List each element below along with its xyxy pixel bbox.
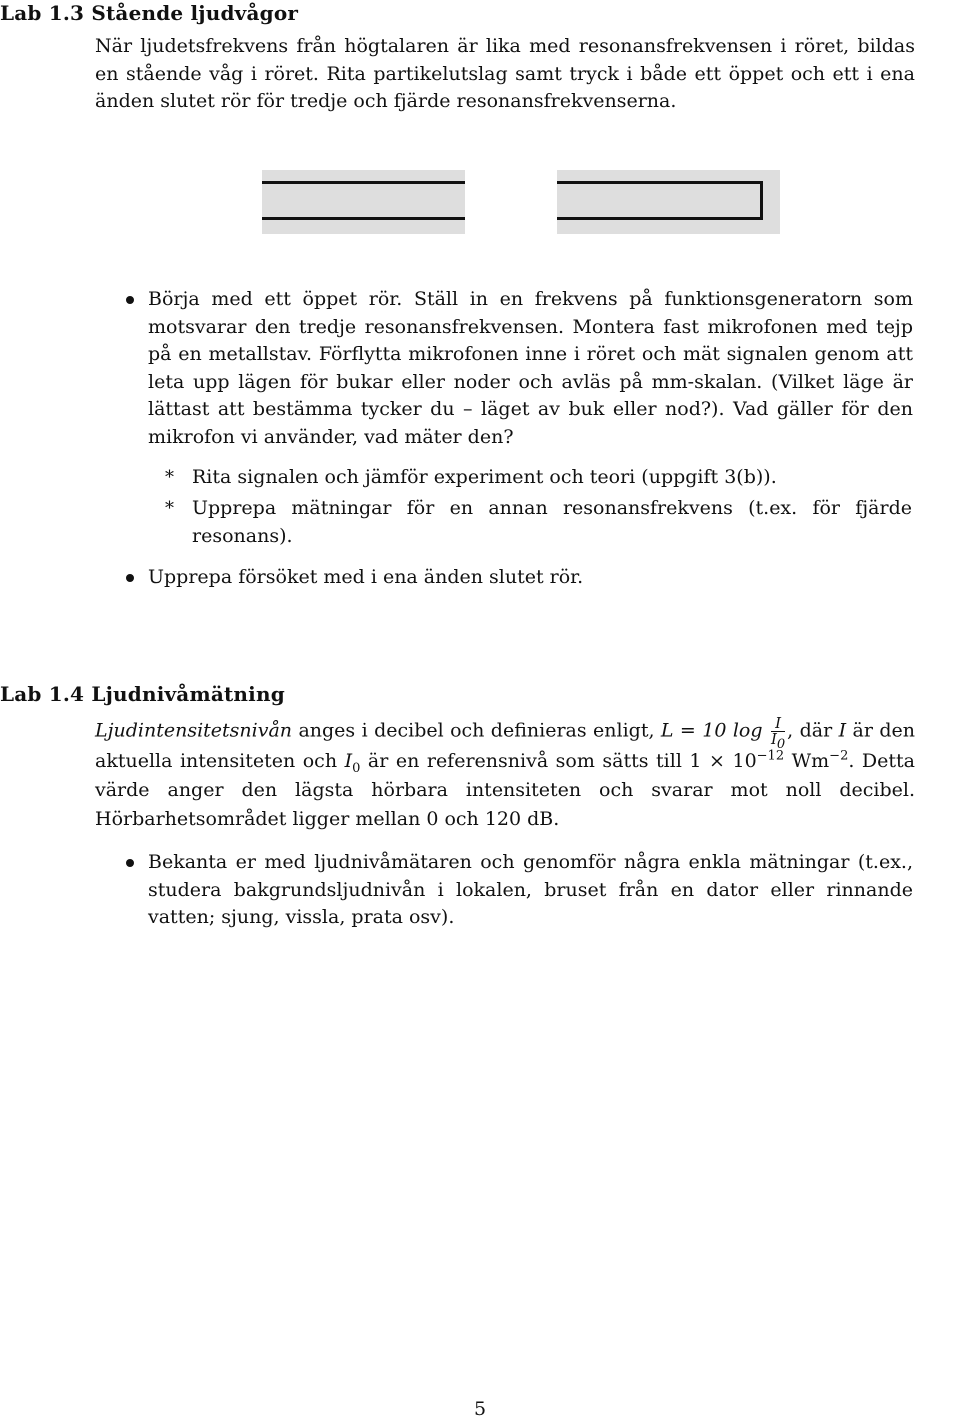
closed-pipe-top-wall [557,181,763,184]
sub-list-item: Rita signalen och jämför experiment och teori (uppgift 3(b)). [192,466,777,488]
list-item: Upprepa försöket med i ena änden slutet rör. [148,566,584,588]
open-pipe-bottom-wall [262,217,465,220]
bullet-dot [126,574,134,582]
closed-pipe-bottom-wall [557,217,763,220]
fraction-denominator: $I_0$ [770,730,786,752]
exponent-minus-2: −2 [829,748,849,764]
definition-paragraph [95,716,915,834]
page-number: 5 [473,1398,487,1420]
star-bullet: * [165,498,174,519]
closed-pipe [557,170,780,234]
text-run: , där [787,719,839,742]
open-pipe [262,170,465,234]
text-run: är den aktuella intensiteten och [95,719,915,772]
star-bullet: * [165,467,174,488]
fraction-numerator: I [771,716,785,732]
variable-i0: I [344,750,353,772]
sub-list-item: Upprepa mätningar för en annan resonansfrekvens (t.ex. för fjärde resonans). [192,497,912,547]
text-run: är en referensnivå som sätts till 1 × 10 [360,750,757,772]
list-item: Börja med ett öppet rör. Ställ in en frekvens på funktionsgeneratorn som motsvarar den tredje resonansfrekvensen. Montera fast mikrofonen med tejp på en metallstav. Förflytta mikrofonen inne i röret och mät signalen genom att leta upp lägen för bukar eller noder och avläs på mm-skalan. (Vilket läge är lättast att bestämma tycker du – läget av buk eller nod?). Vad gäller för den mikrofon vi använder, vad mäter den? [148,288,913,448]
exponent-minus-12: −12 [756,748,785,764]
text-run: . Detta värde anger den lägsta hörbara intensiteten och svarar mot noll decibel. Hörbarhetsområdet ligger mellan 0 och 120 dB. [95,750,915,830]
text-run: anges i decibel och definieras enligt, [292,719,661,742]
formula-lhs: L = 10 log [660,719,763,742]
list-item: Bekanta er med ljudnivåmätaren och genomför några enkla mätningar (t.ex., studera bakgrundsljudnivån i lokalen, bruset från en dator eller rinnande vatten; sjung, vissla, prata osv). [148,851,913,928]
bullet-dot [126,296,134,304]
term-ljudintensitetsnivan: Ljudintensitetsnivån [95,719,293,742]
bullet-dot [126,859,134,867]
variable-i: I [838,719,847,742]
section-heading-ljudnivåmätning: Lab 1.4 Ljudnivåmätning [0,682,285,706]
closed-pipe-end-cap [760,181,763,220]
subscript-zero: 0 [352,760,361,776]
fraction-i-over-i0 [770,714,786,752]
unit-wm: Wm [784,750,830,772]
intro-paragraph: När ljudetsfrekvens från högtalaren är lika med resonansfrekvensen i röret, bildas en stående våg i röret. Rita partikelutslag samt tryck i både ett öppet och ett i ena änden slutet rör för tredje och fjärde resonansfrekvenserna. [95,35,915,112]
section-heading-stående-ljudvågor: Lab 1.3 Stående ljudvågor [0,1,299,25]
open-pipe-top-wall [262,181,465,184]
